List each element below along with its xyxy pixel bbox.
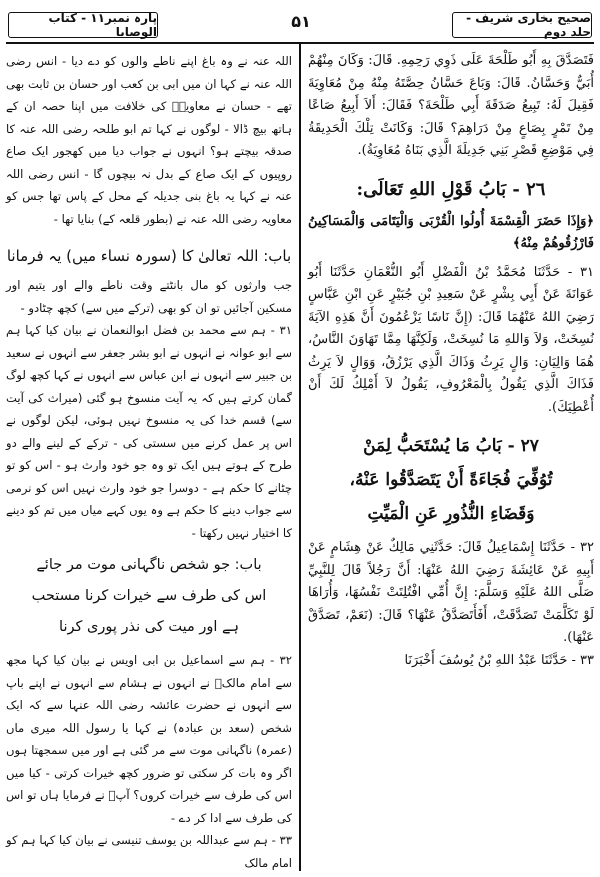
arabic-hadith-32: ٣٢ - حَدَّثَنَا إِسْمَاعِيلُ قَالَ: حَدَّثَنِي مَالِكٌ عَنْ هِشَامٍ عَنْ أَبِيهِ عَنْ عَائِشَةَ رَضِيَ اللهُ عَنْهَا: أَنَّ رَجُلاً قَالَ لِلنَّبِيِّ صَلَّى اللهُ عَلَيْهِ وَسَلَّمَ: إِنَّ أُمِّي افْتُلِتَتْ نَفْسُهَا، وَأُرَاهَا لَوْ تَكَلَّمَتْ تَصَدَّقَتْ، أَفَأَتَصَدَّقُ عَنْهَا؟ قَالَ: (نَعَمْ، تَصَدَّقْ عَنْهَا).	[308, 540, 594, 645]
urdu-bab27-line1: باب: جو شخص ناگہانی موت مر جائے	[36, 557, 262, 573]
urdu-hadith-33-start: ۳۳ - ہم سے عبداللہ بن یوسف تنیسی نے بیان کیا کہا ہم کو امام مالک	[6, 833, 292, 870]
urdu-hadith-32: ۳۲ - ہم سے اسماعیل بن ابی اویس نے بیان کیا کہا مجھ سے امام مالکؒ نے انہوں نے ہشام سے انہوں نے اپنے باپ سے انہوں نے حضرت عائشہ رضی اللہ عنہا سے کہ ایک شخص (سعد بن عبادہ) نے کہا یا رسول اللہ میری ماں (عمرہ) ناگہانی موت سے مر گئی ہے اور میں سمجھتا ہوں اگر وہ بات کر سکتی تو ضرور کچھ خیرات کرتی - کیا میں اس کی طرف سے خیرات کروں؟ آپؐ نے فرمایا ہاں تو اس کی طرف سے ادا کر دے -	[6, 653, 292, 825]
arabic-bab26-title: ٢٦ - بَابُ قَوْلِ اللهِ تَعَالَى:	[356, 178, 546, 200]
column-divider	[299, 44, 301, 871]
urdu-bab26-translation: جب وارثوں کو مال بانٹتے وقت ناطے والے اور یتیم اور مسکین آجائیں تو ان کو بھی (ترکے میں سے) کچھ چٹادو -	[6, 278, 292, 315]
arabic-bab27-line3: وَقَضَاءِ النُّذُورِ عَنِ الْمَيِّتِ	[367, 504, 535, 524]
book-title: صحیح بخاری شریف - جلد دوم	[466, 11, 591, 39]
arabic-hadith-33-start: ٣٣ - حَدَّثَنَا عَبْدُ اللهِ بْنُ يُوسُفَ أَخْبَرَنَا	[404, 652, 594, 668]
arabic-bab27-line2: تُوُفِّيَ فُجَاءَةً أَنْ يَتَصَدَّقُوا عَنْهُ،	[349, 470, 553, 490]
section-title-box	[8, 12, 158, 38]
page-number: ۵۱	[291, 12, 311, 31]
urdu-column	[6, 50, 292, 874]
page-header	[6, 6, 594, 42]
urdu-bab26-heading: باب: اللہ تعالیٰ کا (سورہ نساء میں) یہ فرمانا	[6, 247, 292, 265]
urdu-hadith-31: ۳۱ - ہم سے محمد بن فضل ابوالنعمان نے بیان کیا کہا ہم سے ابو عوانہ نے انہوں نے ابو بشر جعفر سے انہوں نے سعید بن جبیر سے انہوں نے ابن عباس سے انہوں نے کہا کچھ لوگ گمان کرتے ہیں کہ یہ آیت منسوخ ہو گئی (میراث کی آیت سے) قسم خدا کی یہ منسوخ نہیں ہوئی، لیکن لوگوں نے اس پر عمل کرنے میں سستی کی - ترکے کے لینے والے دو طرح کے ہوتے ہیں ایک تو وہ جو خود وارث ہو - اس کو تو چٹانے کا حکم ہے - دوسرا جو خود وارث نہیں اس کو نرمی سے جواب دینے کا حکم ہے وہ یوں کہے میاں میں تم کو دینے کا اختیار نہیں رکھتا -	[6, 323, 292, 540]
arabic-hadith-31: ٣١ - حَدَّثَنَا مُحَمَّدُ بْنُ الْفَضْلِ أَبُو النُّعْمَانِ حَدَّثَنَا أَبُو عَوَانَةَ عَنْ أَبِي بِشْرٍ عَنْ سَعِيدِ بْنِ جُبَيْرٍ عَنِ ابْنِ عَبَّاسٍ رَضِيَ اللهُ عَنْهُمَا قَالَ: (إِنَّ نَاسًا يَزْعُمُونَ أَنَّ هَذِهِ الآيَةَ نُسِخَتْ، وَلاَ وَاللهِ مَا نُسِخَتْ، وَلَكِنَّهَا مِمَّا تَهَاوَنَ النَّاسُ، هُمَا وَالِيَانِ: وَالٍ يَرِثُ وَذَاكَ الَّذِي يَرْزُقُ، وَوَالٍ لاَ يَرِثُ فَذَاكَ الَّذِي يَقُولُ بِالْمَعْرُوفِ، يَقُولُ لاَ أَمْلِكُ لَكَ أَنْ أُعْطِيَكَ).	[308, 264, 594, 415]
urdu-top-paragraph: اللہ عنہ نے وہ باغ اپنے ناطے والوں کو دے دیا - انس رضی اللہ عنہ نے کہا ان میں ابی بن کعب اور حسان بن ثابت بھی تھے - حسان نے معاویہؓ کی خلافت میں اپنا حصہ ان کے ہاتھ بیچ ڈالا - لوگوں نے کہا تم ابو طلحہ رضی اللہ عنہ کا صدقہ بیچتے ہو؟ انہوں نے جواب دیا میں کھجور ایک صاع روپیوں کے ایک صاع کے بدل نہ بیچوں گا - انس رضی اللہ عنہ نے کہا یہ باغ بنی جدیلہ کے محل کے پاس تھا جس کو معاویہ رضی اللہ عنہ نے (بطور قلعہ کے) بنایا تھا -	[6, 54, 292, 226]
section-title: پارہ نمبر۱۱ - کتاب الوصایا	[48, 11, 157, 39]
urdu-bab27-line2: اس کی طرف سے خیرات کرنا مستحب	[31, 588, 267, 604]
urdu-bab27-line3: ہے اور میت کی نذر پوری کرنا	[59, 619, 239, 635]
arabic-bab27-line1: ٢٧ - بَابُ مَا يُسْتَحَبُّ لِمَنْ	[363, 436, 539, 456]
arabic-bab26-ayah: ﴿وَإِذَا حَضَرَ الْقِسْمَةَ أُولُوا الْقُرْبَى وَالْيَتَامَى وَالْمَسَاكِينُ فَارْزُقُوهُمْ مِنْهُ﴾	[308, 213, 594, 251]
arabic-column	[308, 50, 594, 672]
book-page	[6, 6, 594, 871]
book-title-box	[452, 12, 592, 38]
arabic-top-paragraph: فَتَصَدَّقَ بِهِ أَبُو طَلْحَةَ عَلَى ذَوِي رَحِمِهِ. قَالَ: وَكَانَ مِنْهُمْ أُبَيٌّ وَحَسَّانُ. قَالَ: وَبَاعَ حَسَّانُ حِصَّتَهُ مِنْهُ مِنْ مُعَاوِيَةَ فَقِيلَ لَهُ: تَبِيعُ صَدَقَةَ أَبِي طَلْحَةَ؟ فَقَالَ: أَلاَ أَبِيعُ صَاعًا مِنْ تَمْرٍ بِصَاعٍ مِنْ دَرَاهِمَ؟ قَالَ: وَكَانَتْ تِلْكَ الْحَدِيقَةُ فِي مَوْضِعِ قَصْرِ بَنِي جَدِيلَةَ الَّذِي بَنَاهُ مُعَاوِيَةُ).	[308, 53, 594, 158]
